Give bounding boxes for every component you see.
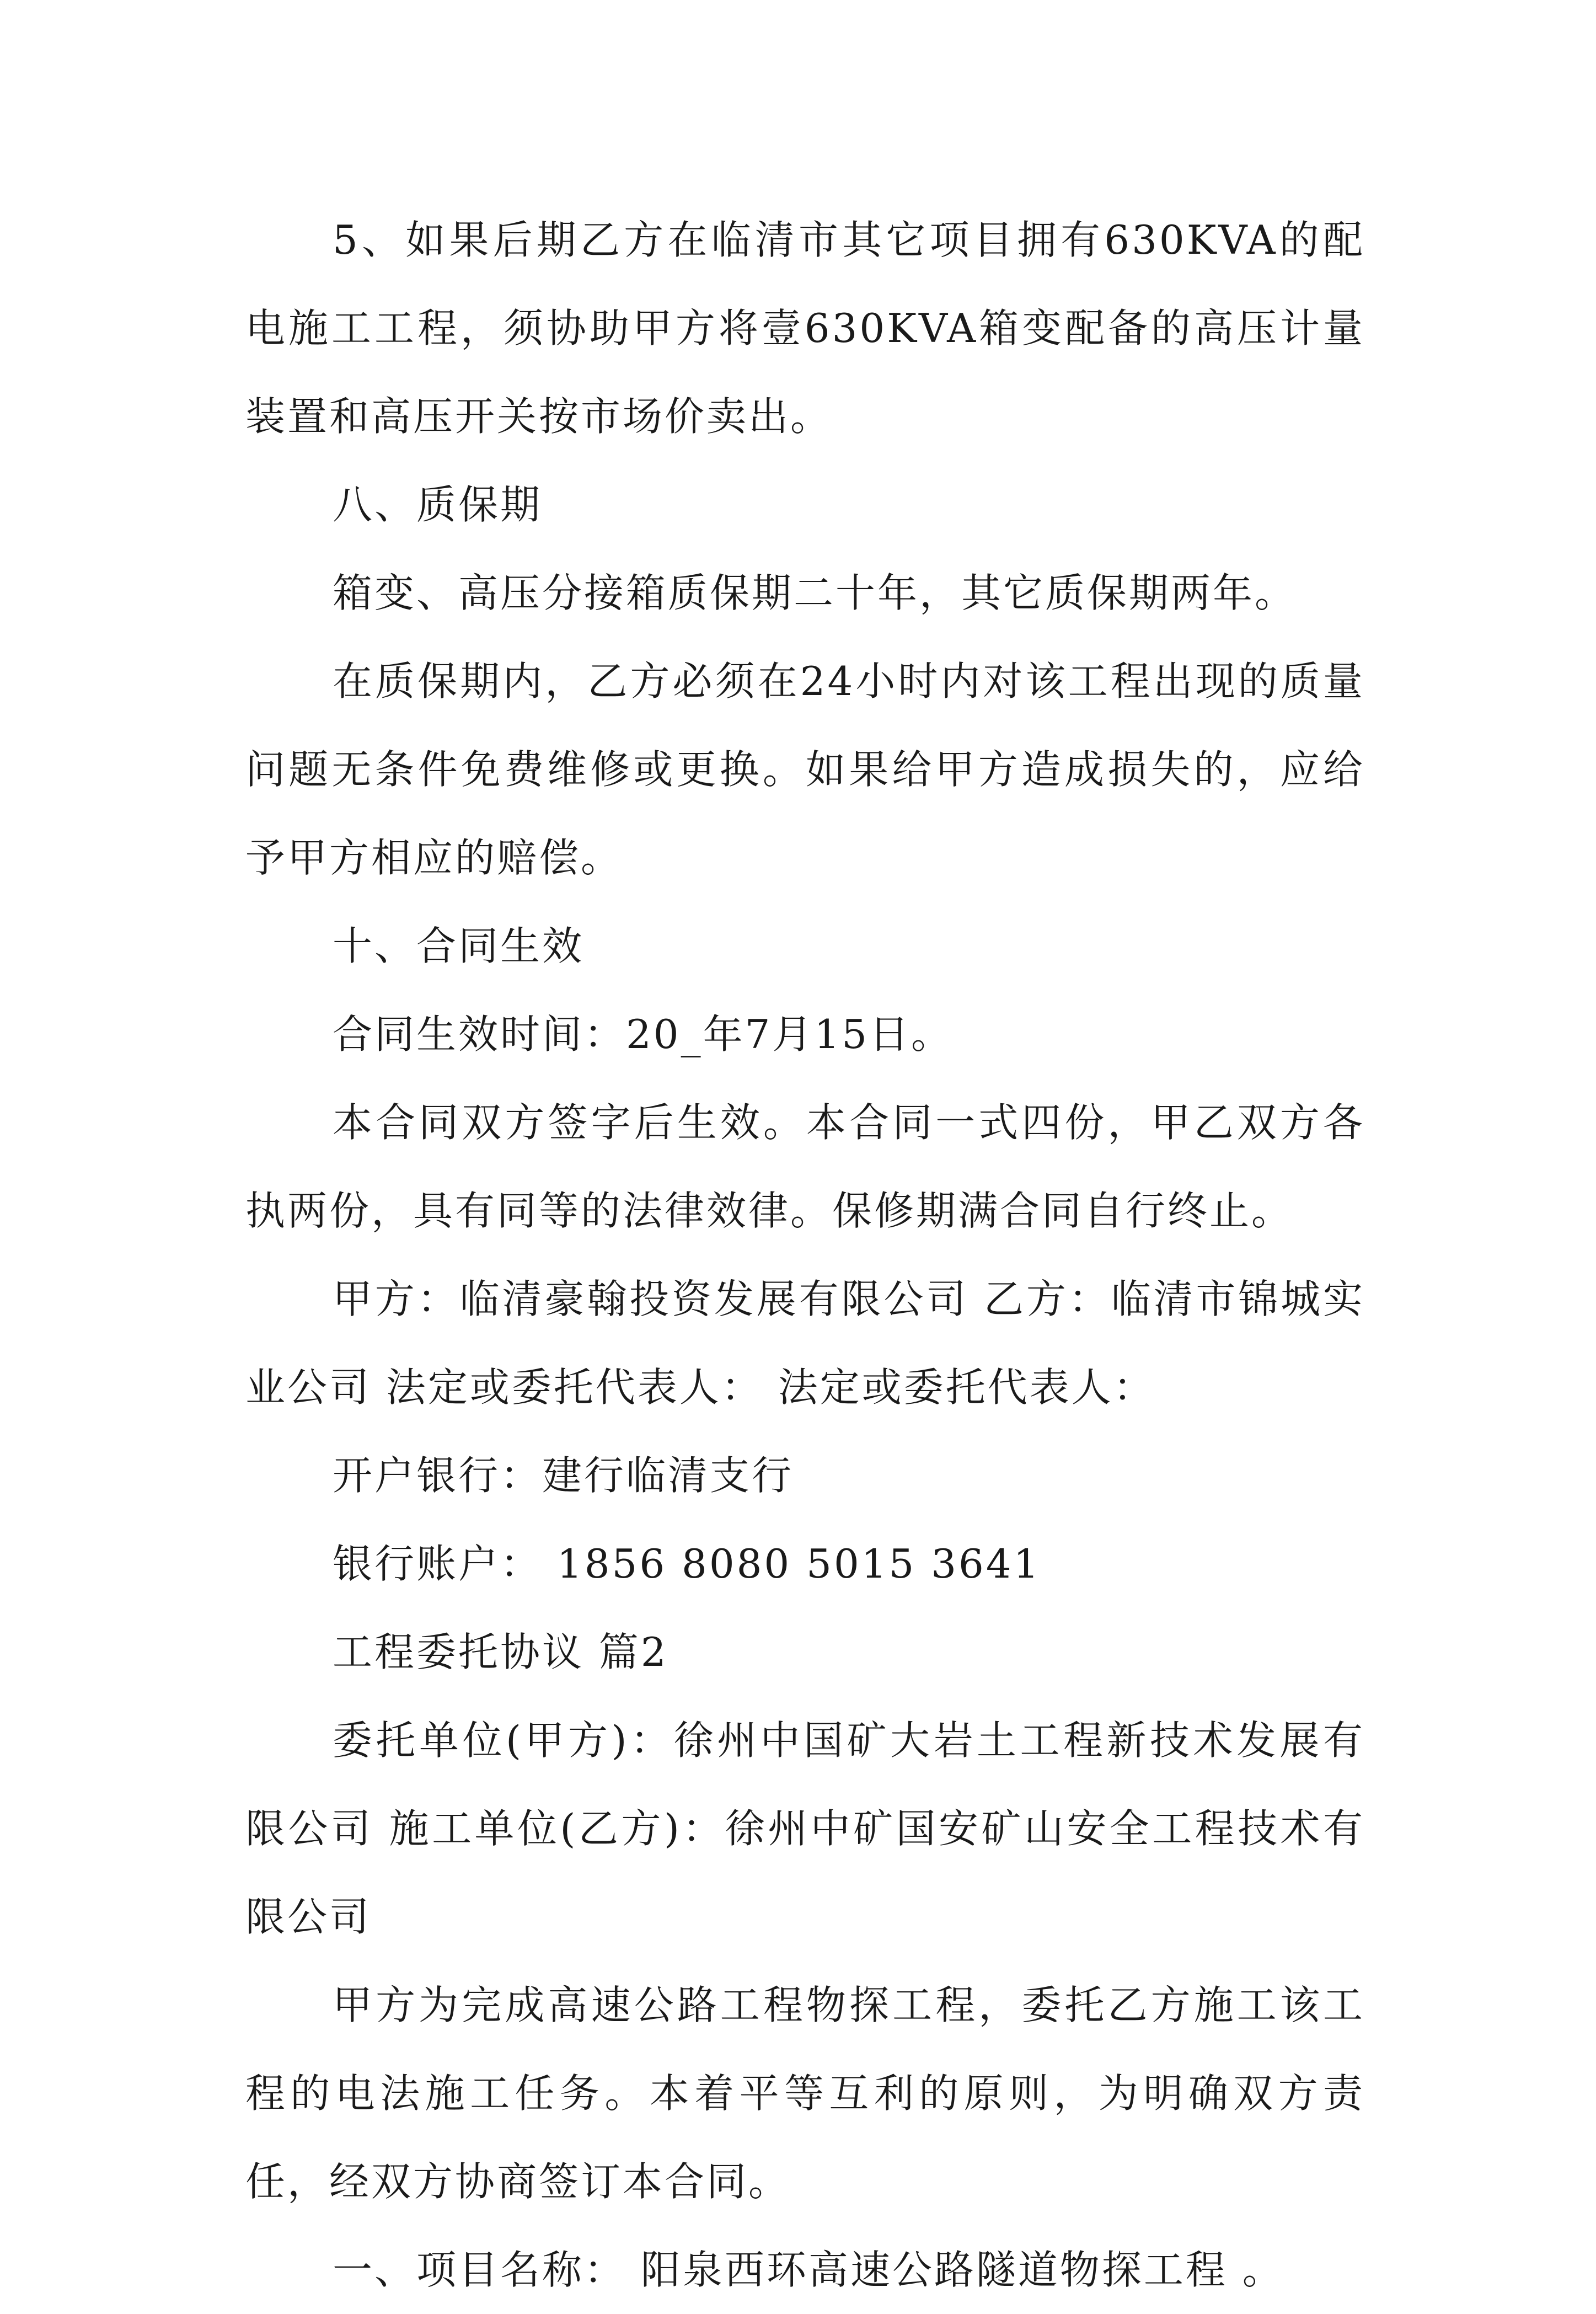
agreement-parties-paragraph: 委托单位(甲方)：徐州中国矿大岩土工程新技术发展有限公司 施工单位(乙方)：徐州中矿国安矿山安全工程技术有限公司 <box>245 1717 1365 1940</box>
warranty-repair-paragraph: 在质保期内，乙方必须在24小时内对该工程出现的质量问题无条件免费维修或更换。如果给甲方造成损失的，应给予甲方相应的赔偿。 <box>245 658 1365 881</box>
parties-paragraph: 甲方：临清豪翰投资发展有限公司 乙方：临清市锦城实业公司 法定或委托代表人： 法定或委托代表人： <box>245 1276 1365 1410</box>
section-heading-warranty: 八、质保期 <box>333 482 543 528</box>
bank-account-paragraph: 银行账户： 1856 8080 5015 3641 <box>333 1541 1041 1587</box>
effective-date-paragraph: 合同生效时间：20_年7月15日。 <box>333 1011 954 1057</box>
warranty-period-paragraph: 箱变、高压分接箱质保期二十年，其它质保期两年。 <box>333 570 1297 616</box>
agreement-purpose-paragraph: 甲方为完成高速公路工程物探工程，委托乙方施工该工程的电法施工任务。本着平等互利的原则，为明确双方责任，经双方协商签订本合同。 <box>245 1982 1365 2205</box>
document-body <box>245 196 1365 2314</box>
bank-name-paragraph: 开户银行：建行临清支行 <box>333 1452 794 1499</box>
project-name-paragraph: 一、项目名称： 阳泉西环高速公路隧道物探工程 。 <box>333 2247 1284 2293</box>
agreement-title: 工程委托协议 篇2 <box>333 1629 668 1675</box>
effective-terms-paragraph: 本合同双方签字后生效。本合同一式四份，甲乙双方各执两份，具有同等的法律效律。保修期满合同自行终止。 <box>245 1099 1365 1234</box>
section-heading-effective: 十、合同生效 <box>333 923 585 969</box>
clause-5-paragraph: 5、如果后期乙方在临清市其它项目拥有630KVA的配电施工工程，须协助甲方将壹630KVA箱变配备的高压计量装置和高压开关按市场价卖出。 <box>245 217 1365 440</box>
